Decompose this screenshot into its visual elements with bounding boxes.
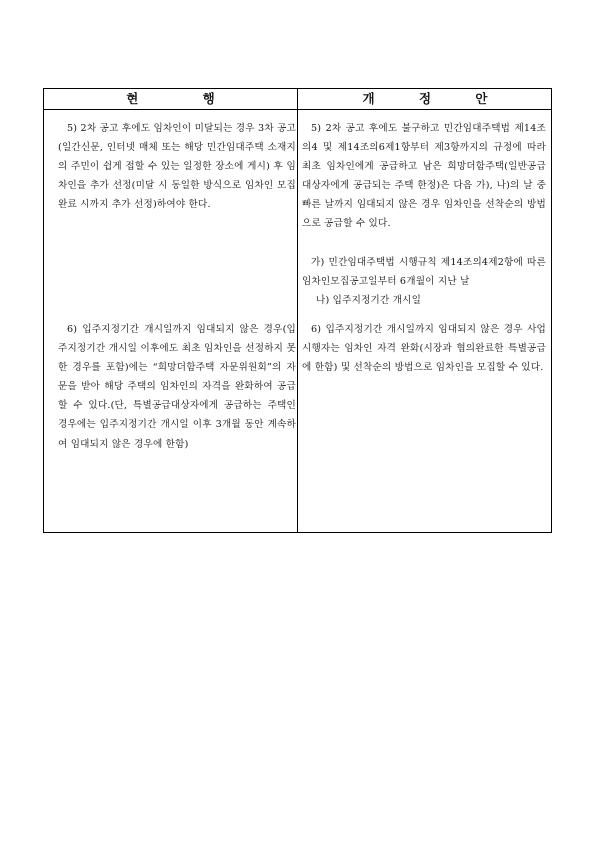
proposed-item-5: 5) 2차 공고 후에도 불구하고 민간임대주택법 제14조의4 및 제14조의6제1항부터 제3항까지의 규정에 따라 최초 임차인에게 공급하고 남은 희망더함주택(일반공급 대상자에게 공급되는 주택 한정)은 다음 가), 나)의 날 중 빠른 날까지 임대되지 않은 경우 임차인을 선착순의 방법으로 공급할 수 있다. <box>302 123 546 230</box>
header-current: 현 행 <box>126 91 245 106</box>
current-item-6: 6) 입주지정기간 개시일까지 임대되지 않은 경우(입주지정기간 개시일 이후에도 최초 임차인을 선정하지 못한 경우를 포함)에는 “희망더함주택 자문위원회”의 자문을 받아 해당 주택의 임차인의 자격을 완화하여 공급할 수 있다.(단, 특별공급대상자에게 공급하는 주택인 경우에는 입주지정기간 개시일 이후 3개월 동안 계속하여 임대되지 않은 경우에 한함) <box>58 324 296 450</box>
current-item-5: 5) 2차 공고 후에도 임차인이 미달되는 경우 3차 공고(일간신문, 인터넷 매체 또는 해당 민간임대주택 소재지의 주민이 쉽게 접할 수 있는 일정한 장소에 게시) 후 임차인을 추가 선정(미달 시 동일한 방식으로 임차인 모집 완료 시까지 추가 선정)하여야 한다. <box>58 123 296 211</box>
proposed-column <box>302 110 546 532</box>
comparison-table <box>43 88 552 533</box>
current-column <box>58 110 296 532</box>
proposed-item-6: 6) 입주지정기간 개시일까지 임대되지 않은 경우 사업시행자는 임차인 자격 완화(시장과 협의완료한 특별공급에 한함) 및 선착순의 방법으로 임차인을 모집할 수 있다. <box>302 324 546 374</box>
column-divider <box>297 89 298 532</box>
proposed-item-5-ga: 가) 민간임대주택법 시행규칙 제14조의4제2항에 따른 임차인모집공고일부터 6개월이 지난 날 <box>302 257 546 288</box>
proposed-item-5-na: 나) 입주지정기간 개시일 <box>316 295 422 306</box>
header-proposed: 개 정 안 <box>362 91 508 106</box>
